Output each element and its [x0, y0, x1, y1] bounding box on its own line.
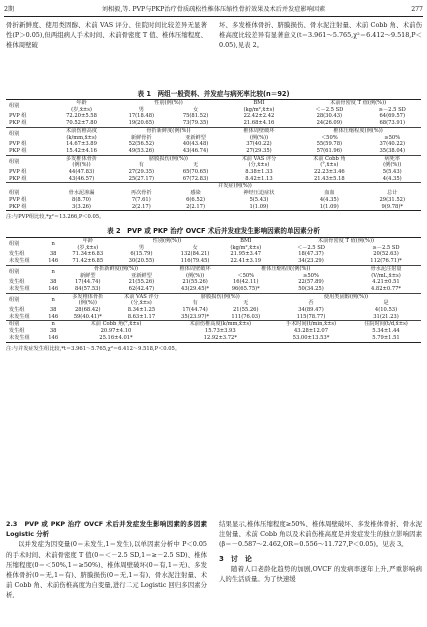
column-header: 椎体压缩程度(例(%))	[221, 265, 352, 272]
column-header: 年龄	[62, 238, 113, 245]
table-cell: 38	[49, 279, 57, 286]
table-cell: 21(55.26)	[182, 279, 208, 286]
table-cell: 43(46.74)	[182, 147, 209, 154]
table1	[6, 99, 421, 211]
table-cell: 25.16±4.01*	[62, 335, 169, 342]
table-cell: 72.20±5.58	[66, 113, 97, 120]
table-row	[6, 307, 421, 314]
row-label: 未发生组	[6, 335, 44, 342]
table-cell: 1(1.09)	[295, 204, 363, 211]
column-header: 组别	[6, 265, 44, 279]
column-header: n	[44, 293, 62, 307]
table-cell: 35(23.97)*	[181, 313, 210, 320]
column-header: 多发椎体骨折	[62, 293, 113, 300]
table-cell: 31(21.23)	[373, 313, 399, 320]
results-continuation: 结果显示,椎体压缩程度≥50%、椎体周壁破坏、多发椎体骨折、骨水泥注射量、术前 Cobb 角以及术前伤椎高度是并发症发生的独立影响因素(β＝－0.587～2.462,OR＝0.556～11.727,P＜0.05)。见表 3。	[219, 520, 422, 549]
table-cell: 27(29.35)	[246, 147, 272, 154]
table-cell: 75(81.52)	[182, 113, 209, 120]
table-cell: 84(57.53)	[75, 285, 101, 292]
table-row	[6, 300, 421, 307]
table1-note: 注:与PVP组比较,*χ²＝13.266,P＜0.05。	[6, 214, 105, 220]
column-subheader: ＜－2.5 SD	[296, 244, 325, 251]
table-cell: 35(38.04)	[379, 147, 405, 154]
row-label: PKP 组	[9, 120, 27, 127]
column-header: 使用类固醇(例(%))	[271, 293, 421, 300]
table-row	[6, 120, 421, 127]
table-cell: 40(43.48)	[182, 141, 209, 148]
table-cell: 3(3.26)	[49, 204, 114, 211]
column-header: 性别(例(%))	[114, 100, 223, 107]
row-label: 发生组	[9, 251, 25, 258]
table-cell: 5(5.43)	[382, 169, 402, 176]
bottom-left-column	[6, 519, 207, 601]
table-row	[6, 238, 421, 245]
table-row	[6, 258, 421, 265]
table-cell: 67(72.83)	[182, 175, 209, 182]
table-cell: 34(23.29)	[298, 258, 324, 265]
column-subheader: ≥－2.5 SD	[378, 106, 406, 113]
section-2-3-body: 以并发症为因变量(0＝未发生,1＝发生),以单因素分析中 P＜0.05 的手术时间、术前骨密度 T 值(0＝＜－2.5 SD,1＝≥－2.5 SD)、椎体压缩程度(0＝＜50%,1＝≥50%)、椎体周壁破坏(0＝有,1＝无)、多发椎体骨折(0＝无,1＝有)、脐膜损伤(0＝无,1＝有)、骨水泥注射量、术前 Cobb 角、术前伤椎高度为自变量,进行二元 Logistic 回归多因素分析,	[6, 540, 207, 600]
table-row	[6, 107, 421, 114]
table-cell: 21(55.26)	[128, 279, 155, 286]
table-cell: 65(70.65)	[182, 169, 209, 176]
table-row	[6, 245, 421, 252]
table-cell: 15.42±4.16	[66, 147, 97, 154]
table-cell: 4.82±0.77*	[370, 285, 402, 292]
table-cell: 20(52.63)	[373, 251, 399, 258]
table-cell: 8.38±1.33	[245, 169, 273, 176]
column-subheader: 是	[383, 300, 389, 307]
column-header: 组别	[6, 127, 49, 141]
table-cell: 43(46.57)	[68, 175, 95, 182]
table-cell: 116(79.45)	[180, 258, 210, 265]
column-subheader: 血血	[324, 190, 335, 197]
section-2-3-heading: 2.3 PVP 或 PKP 治疗 OVCF 术后并发症发生影响因素的多因素 Logistic 分析	[6, 520, 207, 539]
table-cell: 4(4.35)	[382, 175, 402, 182]
column-subheader: 亚新鲜型	[185, 134, 206, 141]
table-cell: 21.43±5.18	[313, 175, 345, 182]
table-cell: 20.97±4.10	[100, 328, 132, 335]
table-cell: 50(34.25)	[298, 285, 324, 292]
row-label: PVP 组	[9, 169, 27, 176]
column-subheader: 感染	[190, 190, 201, 197]
issue-number: 2期	[4, 6, 15, 13]
table-cell: 22.42±2.42	[243, 113, 275, 120]
table-cell: 30(20.55)	[128, 258, 155, 265]
column-header: 脐膜损伤(例(%))	[170, 293, 271, 300]
column-header: 多发椎体骨折	[49, 155, 114, 162]
column-subheader: ≥－2.5 SD	[372, 244, 400, 251]
column-subheader: (分,x̄±s)	[248, 162, 270, 169]
column-header: 组别	[6, 238, 44, 252]
column-subheader: (分,x̄±s)	[131, 300, 152, 307]
column-subheader: (岁,x̄±s)	[71, 106, 92, 113]
column-subheader: 组别	[9, 190, 20, 197]
column-subheader: 骨水泥渗漏	[68, 190, 95, 197]
table-cell: 59(40.41)*	[73, 313, 102, 320]
table-cell: 146	[48, 313, 59, 320]
column-header: 骨折新鲜度(例(%))	[114, 127, 223, 134]
table-cell: 146	[44, 335, 62, 342]
column-header: 脐膜损伤(例(%))	[114, 155, 223, 162]
column-subheader: ＜－2.5 SD	[315, 106, 344, 113]
column-header: 病死率	[363, 155, 421, 162]
column-header: 骨折新鲜度(例(%))	[62, 265, 169, 272]
column-subheader: 女	[192, 106, 199, 113]
table-cell: 70.52±7.80	[66, 120, 97, 127]
table-cell: 6(6.52)	[186, 196, 206, 203]
column-header: 手术时间(t/min,x̄±s)	[271, 321, 351, 328]
column-header: 椎体压缩程度(例(%))	[295, 127, 421, 134]
table-cell: 14.67±3.89	[66, 141, 97, 148]
table-cell: 68(73.91)	[379, 120, 405, 127]
page-number: 277	[411, 6, 423, 13]
column-header: 术前伤椎高度(k/mm,x̄±s)	[170, 321, 271, 328]
column-header: 术前 VAS 评分	[113, 293, 169, 300]
column-subheader: 女	[192, 244, 198, 251]
table-cell: 2(2.17)	[114, 204, 168, 211]
table-cell: 22.41±3.19	[230, 258, 262, 265]
table-cell: 8.42±1.13	[245, 175, 273, 182]
table-cell: 28(30.43)	[316, 113, 343, 120]
table-row	[6, 127, 421, 134]
column-header: n	[44, 238, 62, 252]
column-subheader: 总计	[387, 190, 398, 197]
row-label: 未发生组	[9, 258, 30, 265]
column-header: 性别(例(%))	[113, 238, 220, 245]
table-cell: 19(20.65)	[128, 120, 155, 127]
column-subheader: 否	[308, 300, 314, 307]
table-row	[6, 148, 421, 155]
table-cell: 1(1.09)	[223, 204, 296, 211]
column-subheader: 无	[192, 162, 199, 169]
column-subheader: 新鲜型	[79, 272, 96, 279]
table2	[6, 237, 421, 343]
table-row	[6, 328, 421, 335]
column-header: 术前 VAS 评分	[223, 155, 296, 162]
column-subheader: 有	[192, 300, 198, 307]
table-cell: 5.34±1.44	[372, 328, 400, 335]
table-row	[6, 335, 421, 342]
table-cell: 62(42.47)	[128, 285, 155, 292]
table-cell: 4(10.53)	[374, 307, 398, 314]
table-cell: 52(56.52)	[128, 141, 155, 148]
running-header	[4, 4, 423, 17]
table-cell: 22(57.89)	[298, 279, 324, 286]
table-cell: 64(69.57)	[379, 113, 405, 120]
column-subheader: 神经压迫症状	[243, 190, 275, 197]
column-subheader: (例(%))	[78, 300, 97, 307]
column-subheader: (k/mm,x̄±s)	[66, 134, 97, 141]
table-cell: 17(44.74)	[182, 307, 208, 314]
table-cell: 28(68.42)	[75, 307, 101, 314]
column-header: 术前骨密度 T 值(例(%))	[271, 238, 421, 245]
table-cell: 17(18.48)	[128, 113, 155, 120]
table-row	[6, 273, 421, 280]
column-subheader: (例(%))	[72, 162, 91, 169]
table-cell: 9(9.78)*	[363, 204, 421, 211]
table-cell: 24(26.09)	[316, 120, 343, 127]
table-row	[6, 141, 421, 148]
table2-caption: 表 2 PVP 或 PKP 治疗 OVCF 术后并发症发生影响因素的单因素分析	[107, 227, 320, 235]
table-cell: 29(31.52)	[379, 196, 405, 203]
table-row	[6, 286, 421, 293]
column-subheader: (°,x̄±s)	[320, 162, 339, 169]
table-row	[6, 293, 421, 300]
table-row	[6, 100, 421, 107]
column-subheader: (例(%))	[185, 272, 205, 279]
table-cell: 22.23±3.46	[313, 169, 345, 176]
table-row	[6, 204, 421, 211]
table-cell: 146	[48, 285, 59, 292]
discussion-body: 随着人口老龄化趋势的加剧,OVCF 的发病率逐年上升,严重影响病人的生活质量。为了快速缓	[219, 564, 422, 584]
column-header: 组别	[6, 100, 49, 114]
table-cell: 132(84.21)	[180, 251, 210, 258]
table-cell: 15.73±3.93	[204, 328, 236, 335]
row-label: PVP 组	[9, 113, 27, 120]
column-header: 年龄	[49, 100, 114, 107]
table-cell: 112(76.71)*	[370, 258, 402, 265]
column-header: 术前 Cobb 角(°,x̄±s)	[62, 321, 169, 328]
table-cell: 18(47.37)	[298, 251, 324, 258]
column-subheader: 新鲜骨折	[130, 134, 152, 141]
table-row	[6, 197, 421, 204]
table-cell: 21.95±3.47	[230, 251, 262, 258]
table-row	[6, 135, 421, 142]
column-header: 术前 Cobb 角	[295, 155, 363, 162]
table-cell: 16(42.11)	[232, 279, 259, 286]
column-subheader: (例(%))	[249, 134, 269, 141]
column-subheader: 男	[138, 106, 144, 113]
table-row	[6, 155, 421, 162]
table1-caption: 表 1 两组一般资料、并发症与病死率比较(n＝92)	[137, 90, 290, 98]
column-subheader: ＜50%	[320, 134, 338, 141]
table-cell: 111(76.03)	[231, 313, 261, 320]
table-cell: 44(47.83)	[68, 169, 95, 176]
table-cell: 21.68±4.16	[243, 120, 275, 127]
table-cell: 8(8.70)	[72, 196, 91, 203]
column-header: 术前伤椎高度	[49, 127, 114, 134]
row-label: PVP 组	[9, 141, 27, 148]
column-header: 椎体周壁破坏	[170, 265, 221, 272]
row-label: 发生组	[9, 279, 25, 286]
column-header: n	[44, 321, 62, 328]
row-label: PKP 组	[6, 204, 49, 211]
row-label: PVP 组	[9, 196, 27, 203]
table-cell: 43(29.45)*	[181, 285, 210, 292]
column-header: 并发症(例(%))	[49, 183, 421, 190]
row-label: PKP 组	[9, 147, 27, 154]
column-subheader: (V/mL,x̄±s)	[371, 272, 401, 279]
column-header: 组别	[6, 293, 44, 307]
column-subheader: ≥50%	[303, 272, 319, 279]
table-cell: 6(15.79)	[130, 251, 153, 258]
table-cell: 34(89.47)	[298, 307, 324, 314]
table-cell: 38	[49, 251, 57, 258]
row-label: 未发生组	[9, 285, 30, 292]
column-subheader: ≥50%	[384, 134, 401, 141]
table-row	[6, 190, 421, 197]
table-row	[6, 251, 421, 258]
row-label: 未发生组	[9, 313, 30, 320]
table-cell: 115(78.77)	[296, 313, 326, 320]
table-row	[6, 113, 421, 120]
table-row	[6, 169, 421, 176]
bottom-right-column	[219, 519, 422, 584]
column-subheader: (岁,x̄±s)	[77, 244, 99, 251]
table-cell: 7(7.61)	[131, 196, 151, 203]
column-subheader: 再次骨折	[130, 190, 152, 197]
column-subheader: 亚新鲜型	[131, 272, 152, 279]
table-cell: 57(61.96)	[316, 147, 343, 154]
table-cell: 53.00±13.53*	[271, 335, 351, 342]
table-cell: 49(53.26)	[128, 147, 155, 154]
column-header: 骨水泥注射量	[351, 265, 421, 272]
table-cell: 71.42±6.85	[72, 258, 104, 265]
table-cell: 37(40.22)	[246, 141, 272, 148]
column-header: 术前骨密度 T 值(例(%))	[295, 100, 421, 107]
top-right-paragraph	[219, 20, 422, 51]
column-header: BMI	[223, 100, 296, 107]
column-header: 组别	[6, 155, 49, 169]
table-cell: 8.34±1.25	[127, 307, 156, 314]
column-subheader: (kg/m²,x̄±s)	[243, 106, 275, 113]
column-subheader: (kg/m²,x̄±s)	[230, 244, 262, 251]
running-title: 刘相毅,等. PVP与PKP治疗骨质疏松性椎体压缩性骨折效果及术后并发症影响因素	[101, 6, 326, 13]
column-header: 组别	[6, 321, 44, 328]
table-row	[6, 279, 421, 286]
table-cell: 8.63±1.17	[127, 313, 156, 320]
column-header: BMI	[221, 238, 271, 245]
discussion-heading: 3 讨 论	[219, 554, 252, 563]
table-row	[6, 265, 421, 272]
column-subheader: (例(%))	[383, 162, 402, 169]
table-cell: 5(5.43)	[249, 196, 269, 203]
top-left-text: 骨折新鲜度、使用类固醇、术前 VAS 评分、住院时间比较差异无显著性(P＞0.05),但两组病人手术时间、术前骨密度 T 值、椎体压缩程度、椎体周壁破	[6, 21, 207, 50]
table-cell: 146	[48, 258, 59, 265]
table-cell: 96(65.75)*	[231, 285, 260, 292]
column-subheader: 男	[138, 244, 145, 251]
table2-note: 注:与并发症发生组比较,*t＝3.961～5.765,χ²＝6.412～9.518,P＜0.05。	[6, 346, 181, 352]
table-row	[6, 176, 421, 183]
table-cell: 73(79.35)	[182, 120, 209, 127]
table-row	[6, 314, 421, 321]
table-cell: 27(29.35)	[128, 169, 155, 176]
table-cell: 4.21±0.51	[372, 279, 400, 286]
table-cell: 43.28±12.07	[293, 328, 329, 335]
table-cell: 38	[49, 328, 57, 335]
column-subheader: ＜50%	[237, 272, 255, 279]
row-label: 发生组	[9, 328, 25, 335]
table-cell: 5.79±1.51	[351, 335, 421, 342]
table-cell: 55(59.78)	[316, 141, 343, 148]
row-label: 发生组	[9, 307, 25, 314]
table-cell: 38	[49, 307, 57, 314]
top-right-text: 坏、多发椎体骨折、脐膜损伤、骨水泥注射量、术前 Cobb 角、术前伤椎高度比较差异有显著意义(t＝3.961～5.765,χ²＝6.412～9.518,P＜0.05),见表 2。	[219, 21, 422, 50]
column-subheader: 有	[138, 162, 144, 169]
table-cell: 2(2.17)	[168, 204, 222, 211]
column-header: 住院时间(t/d,x̄±s)	[351, 321, 421, 328]
top-left-paragraph	[6, 20, 207, 51]
column-header: 椎体周壁破坏	[223, 127, 296, 134]
table-cell: 12.92±3.72*	[170, 335, 271, 342]
table-cell: 17(44.74)	[75, 279, 101, 286]
table-cell: 4(4.35)	[319, 196, 339, 203]
table-cell: 21(55.26)	[232, 307, 259, 314]
table-cell: 71.34±6.83	[72, 251, 104, 258]
column-subheader: 无	[243, 300, 249, 307]
row-label: PKP 组	[9, 175, 27, 182]
table-cell: 25(27.17)	[128, 175, 155, 182]
table-cell: 37(40.22)	[379, 141, 405, 148]
table-row	[6, 321, 421, 328]
column-header: n	[44, 265, 62, 279]
